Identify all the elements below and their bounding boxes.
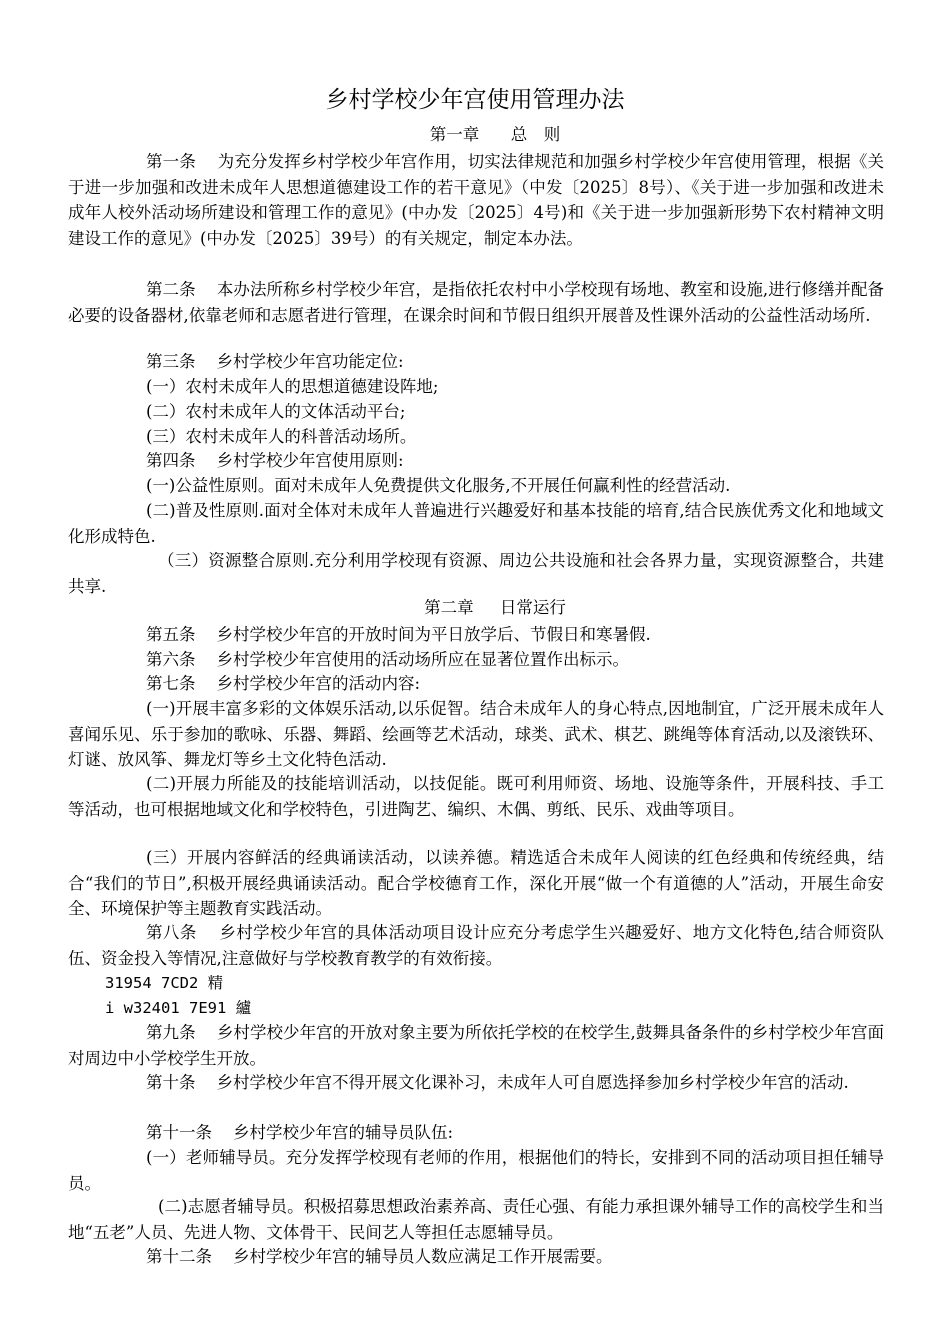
article-label: 第五条: [146, 625, 196, 644]
article-3-item-3: (三）农村未成年人的科普活动场所。: [146, 427, 417, 446]
article-4: [68, 448, 884, 474]
chapter-heading-2: [0, 596, 950, 620]
document-title: 乡村学校少年宫使用管理办法: [325, 87, 625, 113]
article-label: 第九条: [146, 1023, 196, 1042]
article-11-item-1: (一）老师辅导员。充分发挥学校现有老师的作用，根据他们的特长，安排到不同的活动项目担任辅导员。: [68, 1148, 884, 1193]
article-4-item-1: (一)公益性原则。面对未成年人免费提供文化服务,不开展任何赢利性的经营活动.: [146, 476, 731, 495]
chapter-number: 第二章: [424, 598, 474, 617]
stray-code-line-1: 31954 7CD2 精: [105, 974, 224, 992]
article-7: [68, 671, 884, 697]
article-text: 乡村学校少年宫的活动内容:: [216, 674, 421, 693]
article-3-item-1: (一）农村未成年人的思想道德建设阵地;: [146, 377, 439, 396]
article-3: [68, 349, 884, 375]
article-3-item-2: (二）农村未成年人的文体活动平台;: [146, 402, 406, 421]
article-1: [68, 149, 884, 251]
article-label: 第六条: [146, 650, 196, 669]
article-5: [68, 622, 884, 648]
chapter-name: 总 则: [510, 125, 561, 144]
article-label: 第一条: [146, 152, 196, 171]
article-text: 乡村学校少年宫使用的活动场所应在显著位置作出标示。: [216, 650, 629, 669]
chapter-name: 日常运行: [499, 598, 566, 617]
article-label: 第十二条: [146, 1247, 212, 1266]
article-11-item-2: (二)志愿者辅导员。积极招募思想政治素养高、责任心强、有能力承担课外辅导工作的高校学生和当地“五老”人员、先进人物、文体骨干、民间艺人等担任志愿辅导员。: [68, 1197, 884, 1242]
article-8: [68, 920, 884, 971]
stray-code-line-2: i w32401 7E91 纑: [105, 999, 252, 1017]
article-label: 第八条: [146, 923, 197, 942]
article-label: 第三条: [146, 352, 196, 371]
article-text: 乡村学校少年宫功能定位:: [216, 352, 404, 371]
article-11: [68, 1120, 884, 1146]
article-label: 第二条: [146, 280, 196, 299]
chapter-number: 第一章: [429, 125, 480, 144]
article-text: 为充分发挥乡村学校少年宫作用，切实法律规范和加强乡村学校少年宫使用管理，根据《关于进一步加强和改进未成年人思想道德建设工作的若干意见》（中发〔2025〕8号）、《关于进一步加强和改进未成年人校外活动场所建设和管理工作的意见》(中办发〔2025〕4号)和《关于进一步加强新形势下农村精神文明建设工作的意见》(中办发〔2025〕39号）的有关规定，制定本办法。: [68, 152, 885, 248]
chapter-heading-1: [0, 123, 950, 147]
article-label: 第十一条: [146, 1123, 212, 1142]
article-2: [68, 277, 884, 328]
article-7-item-1: (一)开展丰富多彩的文体娱乐活动,以乐促智。结合未成年人的身心特点,因地制宜，广泛开展未成年人喜闻乐见、乐于参加的歌咏、乐器、舞蹈、绘画等艺术活动，球类、武术、棋艺、跳绳等体育活动,以及滚铁环、灯谜、放风筝、舞龙灯等乡土文化特色活动.: [68, 699, 884, 770]
article-text: 乡村学校少年宫的辅导员人数应满足工作开展需要。: [232, 1247, 613, 1266]
article-text: 乡村学校少年宫的辅导员队伍:: [232, 1123, 454, 1142]
article-7-item-3: (三）开展内容鲜活的经典诵读活动，以读养德。精选适合未成年人阅读的红色经典和传统经典，结合“我们的节日”,积极开展经典诵读活动。配合学校德育工作，深化开展“做一个有道德的人”活动，开展生命安全、环境保护等主题教育实践活动。: [68, 848, 884, 919]
article-4-item-3: （三）资源整合原则.充分利用学校现有资源、周边公共设施和社会各界力量，实现资源整合，共建共享.: [68, 551, 884, 596]
article-text: 本办法所称乡村学校少年宫，是指依托农村中小学校现有场地、教室和设施,进行修缮并配备必要的设备器材,依靠老师和志愿者进行管理，在课余时间和节假日组织开展普及性课外活动的公益性活动场所.: [68, 280, 885, 325]
article-label: 第七条: [146, 674, 196, 693]
article-10: [68, 1070, 884, 1096]
article-4-item-2: (二)普及性原则.面对全体对未成年人普遍进行兴趣爱好和基本技能的培育,结合民族优秀文化和地域文化形成特色.: [68, 501, 884, 546]
article-9: [68, 1020, 884, 1071]
article-12: [68, 1244, 884, 1270]
article-text: 乡村学校少年宫不得开展文化课补习，未成年人可自愿选择参加乡村学校少年宫的活动.: [216, 1073, 849, 1092]
article-label: 第四条: [146, 451, 196, 470]
article-text: 乡村学校少年宫的开放时间为平日放学后、节假日和寒暑假.: [216, 625, 651, 644]
article-text: 乡村学校少年宫的具体活动项目设计应充分考虑学生兴趣爱好、地方文化特色,结合师资队伍、资金投入等情况,注意做好与学校教育教学的有效衔接。: [68, 923, 885, 968]
article-text: 乡村学校少年宫的开放对象主要为所依托学校的在校学生,鼓舞具备条件的乡村学校少年宫面对周边中小学校学生开放。: [68, 1023, 885, 1068]
article-text: 乡村学校少年宫使用原则:: [216, 451, 404, 470]
article-6: [68, 647, 884, 673]
article-label: 第十条: [146, 1073, 196, 1092]
article-7-item-2: (二)开展力所能及的技能培训活动，以技促能。既可利用师资、场地、设施等条件，开展科技、手工等活动，也可根据地域文化和学校特色，引进陶艺、编织、木偶、剪纸、民乐、戏曲等项目。: [68, 774, 884, 819]
